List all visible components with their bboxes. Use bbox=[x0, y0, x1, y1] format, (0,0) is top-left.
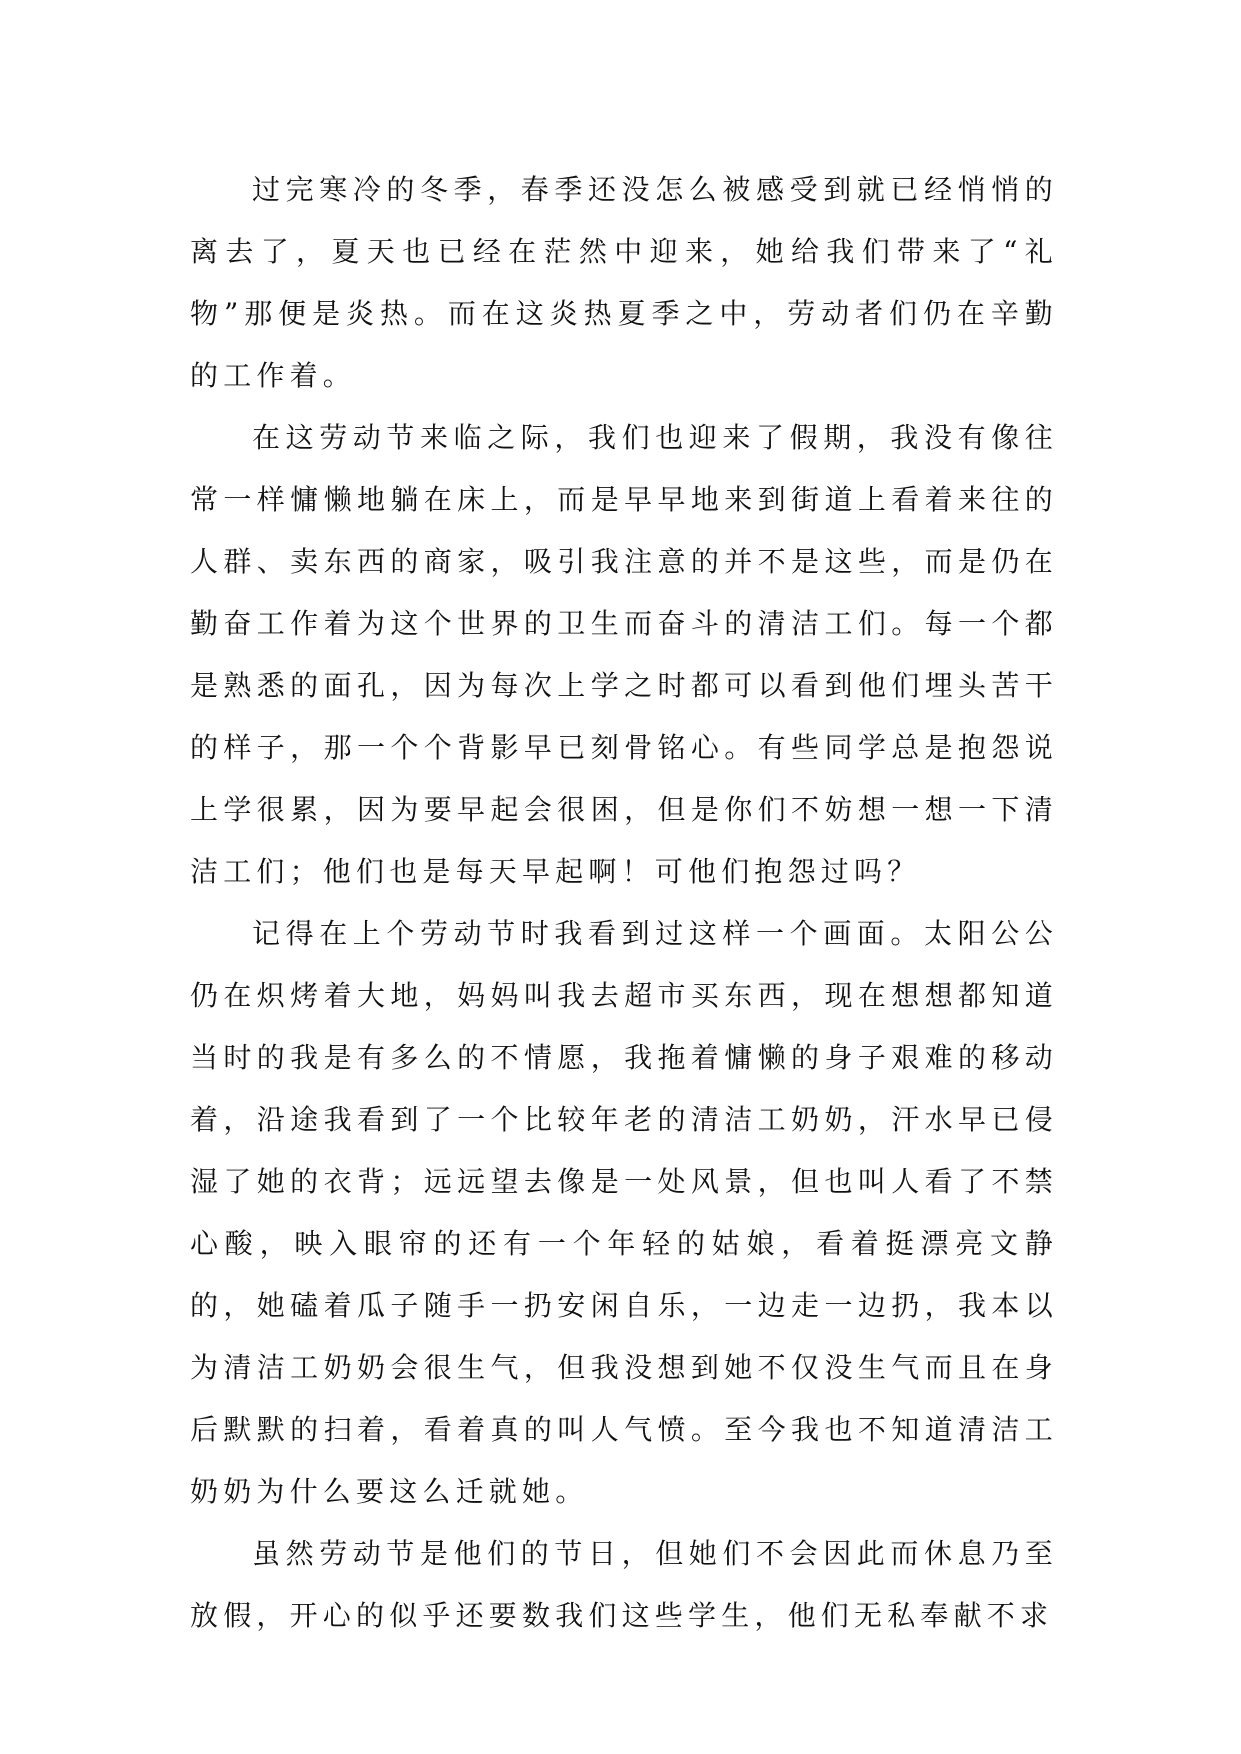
paragraph: 虽然劳动节是他们的节日，但她们不会因此而休息乃至放假，开心的似乎还要数我们这些学生，他们无私奉献不求 bbox=[190, 1537, 1058, 1632]
paragraph: 过完寒冷的冬季，春季还没怎么被感受到就已经悄悄的离去了，夏天也已经在茫然中迎来，她给我们带来了“礼物”那便是炎热。而在这炎热夏季之中，劳动者们仍在辛勤的工作着。 bbox=[190, 173, 1058, 392]
document-body bbox=[190, 159, 1058, 1647]
paragraph: 记得在上个劳动节时我看到过这样一个画面。太阳公公仍在炽烤着大地，妈妈叫我去超市买东西，现在想想都知道当时的我是有多么的不情愿，我拖着慵懒的身子艰难的移动着，沿途我看到了一个比较年老的清洁工奶奶，汗水早已侵湿了她的衣背；远远望去像是一处风景，但也叫人看了不禁心酸，映入眼帘的还有一个年轻的姑娘，看着挺漂亮文静的，她磕着瓜子随手一扔安闲自乐，一边走一边扔，我本以为清洁工奶奶会很生气，但我没想到她不仅没生气而且在身后默默的扫着，看着真的叫人气愤。至今我也不知道清洁工奶奶为什么要这么迁就她。 bbox=[190, 917, 1058, 1508]
paragraph: 在这劳动节来临之际，我们也迎来了假期，我没有像往常一样慵懒地躺在床上，而是早早地来到街道上看着来往的人群、卖东西的商家，吸引我注意的并不是这些，而是仍在勤奋工作着为这个世界的卫生而奋斗的清洁工们。每一个都是熟悉的面孔，因为每次上学之时都可以看到他们埋头苦干的样子，那一个个背影早已刻骨铭心。有些同学总是抱怨说上学很累，因为要早起会很困，但是你们不妨想一想一下清洁工们；他们也是每天早起啊！可他们抱怨过吗？ bbox=[190, 421, 1058, 888]
